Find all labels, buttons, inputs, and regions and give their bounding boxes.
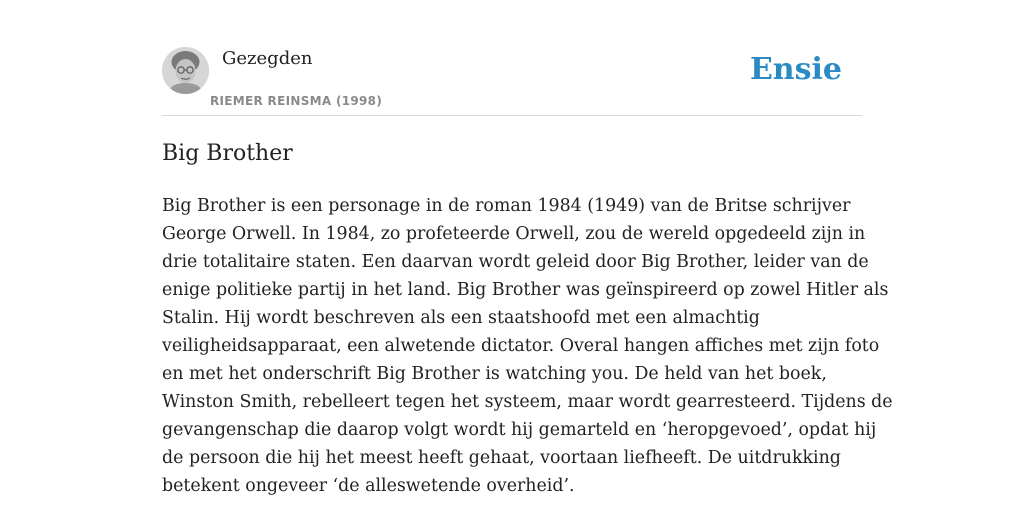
entry-body-line: drie totalitaire staten. Een daarvan wordt geleid door Big Brother, leider van de [162,252,869,272]
brand-logo[interactable]: Ensie [749,52,842,87]
entry-body-line: betekent ongeveer ‘de alleswetende overheid’. [162,476,575,496]
entry-body-line: veiligheidsapparaat, een alwetende dictator. Overal hangen affiches met zijn foto [162,336,880,356]
entry-body-line: Big Brother is een personage in de roman 1984 (1949) van de Britse schrijver [162,196,851,216]
entry-body-line: gevangenschap die daarop volgt wordt hij gemarteld en ‘heropgevoed’, opdat hij [162,420,877,440]
entry-body [162,192,893,500]
entry-body-line: en met het onderschrift Big Brother is watching you. De held van het boek, [162,364,827,384]
entry-body-line: enige politieke partij in het land. Big Brother was geïnspireerd op zowel Hitler als [162,280,889,300]
entry-body-line: George Orwell. In 1984, zo profeteerde Orwell, zou de wereld opgedeeld zijn in [162,224,866,244]
entry-body-line: Stalin. Hij wordt beschreven als een staatshoofd met een almachtig [162,308,760,328]
source-author: RIEMER REINSMA (1998) [210,94,383,108]
entry-body-line: Winston Smith, rebelleert tegen het systeem, maar wordt gearresteerd. Tijdens de [162,392,893,412]
entry-body-line: de persoon die hij het meest heeft gehaat, voortaan liefheeft. De uitdrukking [162,448,841,468]
source-title[interactable]: Gezegden [222,48,313,69]
page-header [162,44,862,116]
author-portrait-icon [162,47,209,94]
entry-title: Big Brother [162,141,293,166]
author-avatar[interactable] [162,47,209,94]
